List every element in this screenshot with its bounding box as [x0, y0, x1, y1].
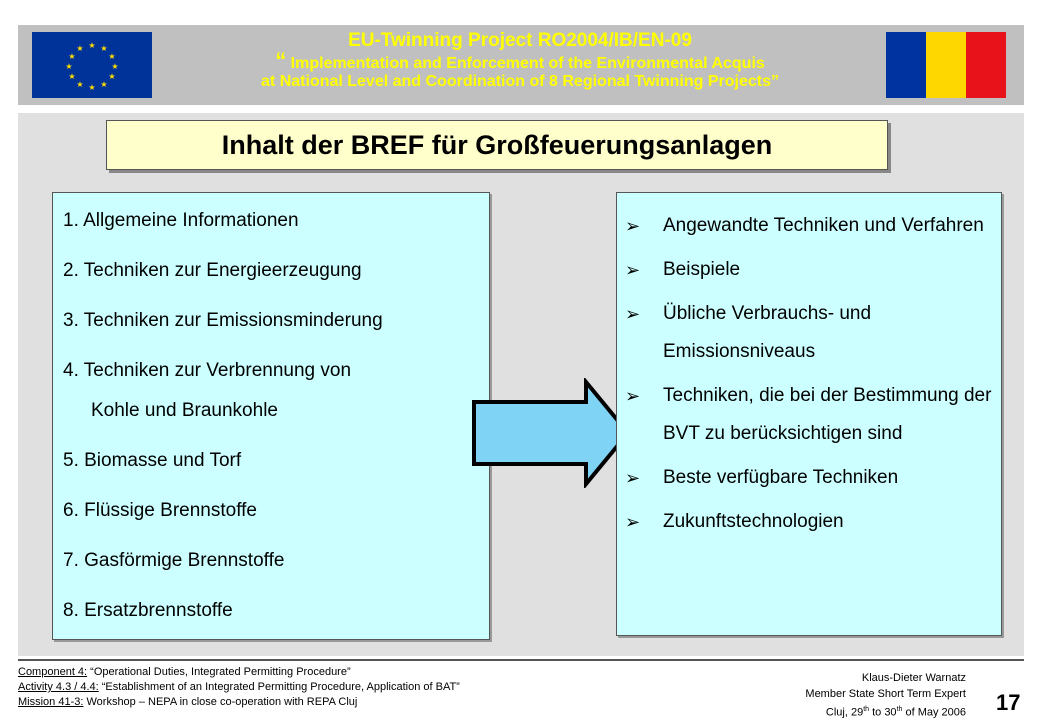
project-title: EU-Twinning Project RO2004/IB/EN-09	[348, 30, 692, 51]
chevron-bullet-icon: ➢	[625, 216, 641, 236]
footer-mission: Mission 41-3: Workshop – NEPA in close co-operation with REPA Cluj	[18, 696, 358, 708]
list-item: 5. Biomasse und Torf	[63, 450, 242, 471]
chapters-box	[52, 192, 490, 640]
list-item: 4. Techniken zur Verbrennung von Kohle und Braunkohle	[63, 360, 352, 421]
footer-info	[18, 665, 460, 710]
footer-divider	[18, 659, 1024, 661]
author-role: Member State Short Term Expert	[805, 688, 966, 700]
svg-text:★: ★	[88, 41, 96, 50]
list-item: ➢ Beispiele	[625, 251, 1001, 289]
slide-title: Inhalt der BREF für Großfeuerungsanlagen	[106, 120, 888, 170]
list-item: ➢ Techniken, die bei der Bestimmung der BVT zu berücksichtigen sind	[625, 377, 1001, 453]
list-item: 6. Flüssige Brennstoffe	[63, 500, 257, 521]
list-item: 2. Techniken zur Energieerzeugung	[63, 260, 362, 281]
list-item: ➢ Angewandte Techniken und Verfahren	[625, 207, 1001, 245]
list-item: ➢ Beste verfügbare Techniken	[625, 459, 1001, 497]
svg-text:★: ★	[100, 80, 108, 89]
chevron-bullet-icon: ➢	[625, 468, 641, 488]
project-header	[160, 30, 880, 91]
chevron-bullet-icon: ➢	[625, 512, 641, 532]
chevron-bullet-icon: ➢	[625, 260, 641, 280]
project-subtitle-2: at National Level and Coordination of 8 Regional Twinning Projects”	[261, 73, 779, 90]
svg-text:★: ★	[76, 80, 84, 89]
project-subtitle: “ Implementation and Enforcement of the Environmental Acquis	[275, 48, 765, 73]
svg-text:★: ★	[108, 72, 116, 81]
svg-text:★: ★	[68, 52, 76, 61]
author-name: Klaus-Dieter Warnatz	[861, 672, 966, 684]
event-date: Cluj, 29th to 30th of May 2006	[825, 706, 966, 719]
svg-text:★: ★	[108, 52, 116, 61]
chevron-bullet-icon: ➢	[625, 304, 641, 324]
list-item: ➢ Zukunftstechnologien	[625, 503, 1001, 541]
contents-box	[616, 192, 1002, 636]
svg-text:★: ★	[76, 44, 84, 53]
chevron-bullet-icon: ➢	[625, 386, 641, 406]
list-item: ➢ Übliche Verbrauchs- und Emissionsniveaus	[625, 295, 1001, 371]
footer-component: Component 4: “Operational Duties, Integrated Permitting Procedure”	[18, 666, 351, 678]
svg-text:★: ★	[68, 72, 76, 81]
romania-flag-icon	[886, 32, 1006, 98]
list-item: 3. Techniken zur Emissionsminderung	[63, 310, 383, 331]
svg-text:★: ★	[100, 44, 108, 53]
footer-activity: Activity 4.3 / 4.4: “Establishment of an Integrated Permitting Procedure, Application of BAT”	[18, 681, 460, 693]
svg-text:★: ★	[111, 62, 119, 71]
eu-flag-icon	[32, 32, 152, 98]
list-item: 7. Gasförmige Brennstoffe	[63, 550, 285, 571]
svg-text:★: ★	[88, 83, 96, 92]
list-item: 1. Allgemeine Informationen	[63, 210, 299, 231]
right-arrow-icon	[470, 378, 634, 488]
list-item: 8. Ersatzbrennstoffe	[63, 600, 233, 621]
footer-author	[805, 670, 966, 721]
svg-text:★: ★	[65, 62, 73, 71]
page-number: 17	[996, 690, 1021, 715]
